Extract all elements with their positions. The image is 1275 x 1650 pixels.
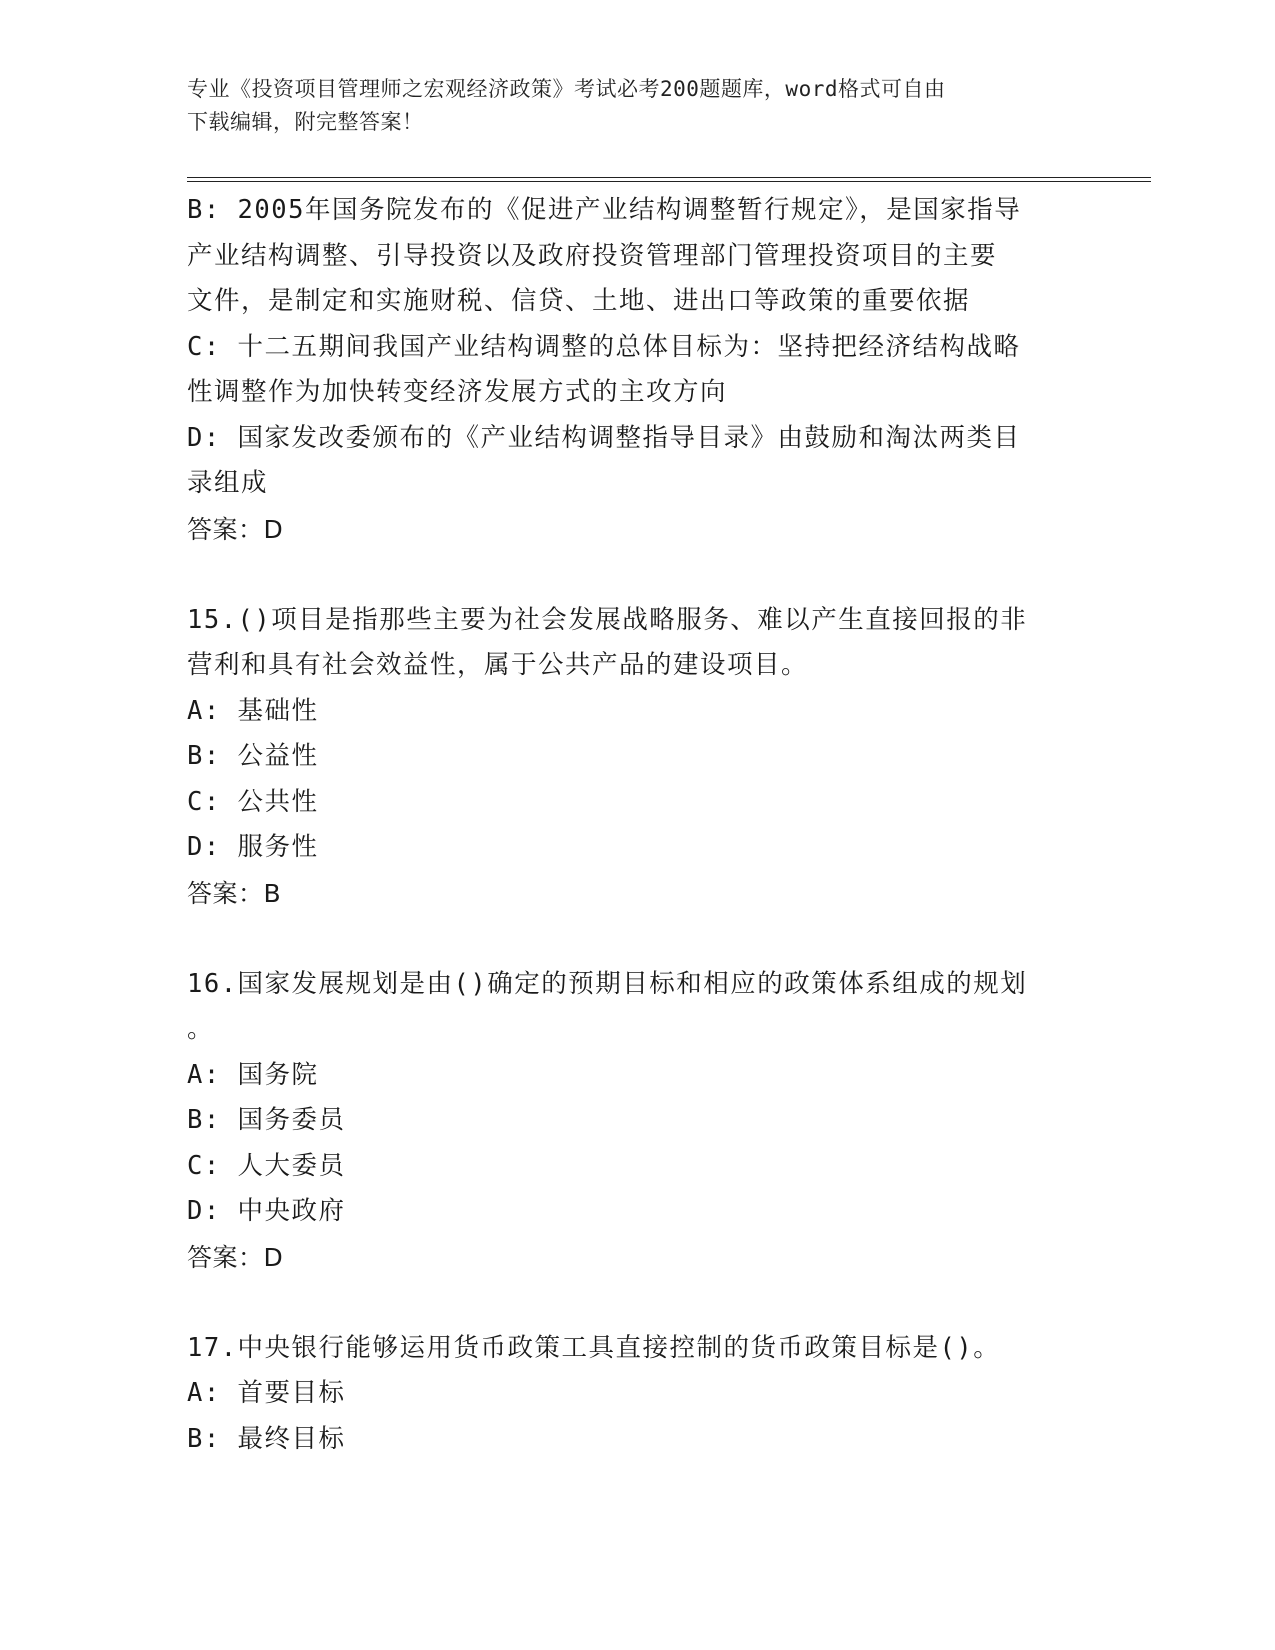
q14-option-c-line-1: C: 十二五期间我国产业结构调整的总体目标为：坚持把经济结构战略 [187,331,1021,362]
q14-option-d-line-2: 录组成 [187,468,269,498]
q16-option-c: C: 人大委员 [187,1150,346,1181]
q16-answer: 答案：D [187,1242,284,1272]
header-line-1: 专业《投资项目管理师之宏观经济政策》考试必考200题题库，word格式可自由 [187,77,946,101]
header-divider-bottom [187,181,1151,182]
question-15 [187,598,1087,917]
document-header [187,73,1067,139]
q14-option-c-line-2: 性调整作为加快转变经济发展方式的主攻方向 [187,377,728,407]
question-content [187,188,1087,1462]
q14-option-d-line-1: D: 国家发改委颁布的《产业结构调整指导目录》由鼓励和淘汰两类目 [187,422,1021,453]
header-line-2: 下载编辑，附完整答案！ [187,110,424,134]
q15-stem-line-1: 15.()项目是指那些主要为社会发展战略服务、难以产生直接回报的非 [187,604,1028,635]
header-divider-top [187,177,1151,178]
q15-option-c: C: 公共性 [187,786,319,817]
q17-stem-line-1: 17.中央银行能够运用货币政策工具直接控制的货币政策目标是()。 [187,1332,1001,1363]
spacer [187,916,1087,962]
q16-option-b: B: 国务委员 [187,1105,346,1135]
q15-answer: 答案：B [187,878,282,908]
q16-option-d: D: 中央政府 [187,1196,346,1226]
q14-answer: 答案：D [187,514,284,544]
q15-option-b: B: 公益性 [187,741,319,771]
q16-option-a: A: 国务院 [187,1059,319,1090]
spacer [187,1280,1087,1326]
q17-option-b: B: 最终目标 [187,1423,346,1454]
q15-option-d: D: 服务性 [187,832,319,862]
q17-option-a: A: 首要目标 [187,1378,346,1408]
spacer [187,552,1087,598]
question-14 [187,188,1087,552]
q14-option-b-line-3: 文件，是制定和实施财税、信贷、土地、进出口等政策的重要依据 [187,286,971,316]
q16-stem-line-2: 。 [187,1014,215,1044]
q14-option-b-line-1: B: 2005年国务院发布的《促进产业结构调整暂行规定》，是国家指导 [187,195,1022,225]
question-17 [187,1326,1087,1463]
q15-option-a: A: 基础性 [187,695,319,726]
q16-stem-line-1: 16.国家发展规划是由()确定的预期目标和相应的政策体系组成的规划 [187,968,1028,999]
q14-option-b-line-2: 产业结构调整、引导投资以及政府投资管理部门管理投资项目的主要 [187,240,998,271]
q15-stem-line-2: 营利和具有社会效益性，属于公共产品的建设项目。 [187,650,809,680]
question-16 [187,962,1087,1281]
